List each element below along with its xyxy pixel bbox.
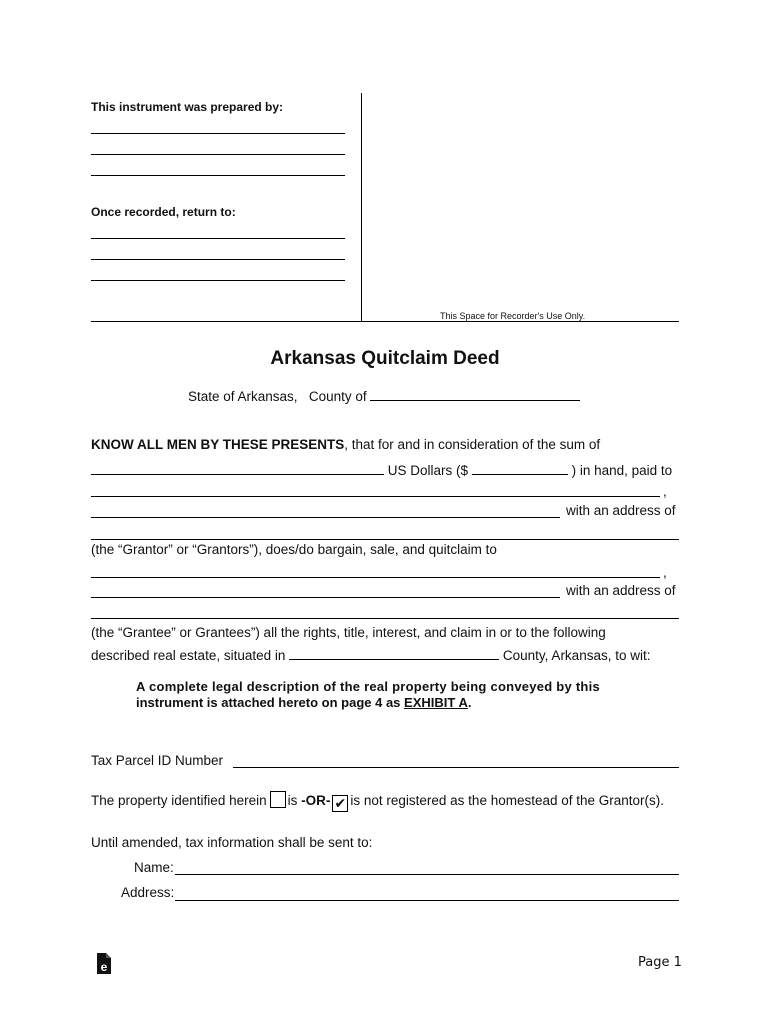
- homestead-prefix: The property identified herein: [91, 793, 267, 808]
- grantor-comma: ,: [663, 484, 667, 499]
- recorder-divider: [361, 93, 362, 322]
- described-suffix: County, Arkansas, to wit:: [502, 648, 651, 663]
- tax-name-label: Name:: [134, 860, 174, 875]
- state-label: State of Arkansas,: [188, 389, 298, 404]
- legal-description-period: .: [467, 695, 472, 710]
- is-homestead-checkbox[interactable]: [270, 791, 286, 808]
- is-not-homestead-checkbox[interactable]: [332, 795, 348, 812]
- grantor-name-line[interactable]: [91, 496, 660, 497]
- homestead-suffix: is not registered as the homestead of the Grantor(s).: [350, 793, 665, 808]
- prepared-by-line-3[interactable]: [91, 175, 345, 176]
- county-field[interactable]: [370, 387, 580, 401]
- grantee-name-line-2[interactable]: [91, 597, 560, 598]
- tax-parcel-label: Tax Parcel ID Number: [91, 753, 224, 768]
- lead-rest: , that for and in consideration of the sum of: [344, 437, 601, 452]
- grantor-with-address: with an address of: [566, 503, 676, 518]
- page-number: Page 1: [638, 955, 682, 970]
- lead-bold: KNOW ALL MEN BY THESE PRESENTS: [91, 437, 345, 452]
- homestead-is: is: [287, 793, 298, 808]
- amount-words-field[interactable]: [91, 461, 384, 475]
- prepared-by-line-1[interactable]: [91, 133, 345, 134]
- amount-line: [91, 461, 672, 478]
- return-to-line-2[interactable]: [91, 259, 345, 260]
- return-to-label: Once recorded, return to:: [91, 205, 236, 219]
- grantor-address-line[interactable]: [91, 539, 679, 540]
- grantee-name-line[interactable]: [91, 577, 660, 578]
- grantee-comma: ,: [663, 565, 667, 580]
- grantor-clause: (the “Grantor” or “Grantors”), does/do bargain, sale, and quitclaim to: [91, 542, 497, 557]
- legal-description-line-2: [136, 695, 471, 710]
- grantee-clause: (the “Grantee” or Grantees”) all the rights, title, interest, and claim in or to the following: [91, 625, 606, 640]
- tax-address-field[interactable]: [175, 900, 679, 901]
- described-prefix: described real estate, situated in: [91, 648, 286, 663]
- document-title: Arkansas Quitclaim Deed: [270, 348, 500, 369]
- tax-name-field[interactable]: [175, 874, 679, 875]
- described-line: [91, 646, 650, 663]
- consideration-lead: [91, 437, 600, 452]
- situated-county-field[interactable]: [289, 646, 499, 660]
- return-to-line-1[interactable]: [91, 238, 345, 239]
- legal-description-prefix: instrument is attached hereto on page 4 as: [136, 695, 401, 710]
- amount-number-field[interactable]: [472, 461, 568, 475]
- grantee-with-address: with an address of: [566, 583, 676, 598]
- prepared-by-line-2[interactable]: [91, 154, 345, 155]
- us-dollars-label: US Dollars ($: [387, 463, 469, 478]
- county-label: County of: [308, 389, 367, 404]
- legal-description-line-1: A complete legal description of the real property being conveyed by this: [136, 679, 600, 694]
- tax-address-label: Address:: [121, 885, 175, 900]
- prepared-by-label: This instrument was prepared by:: [91, 100, 284, 114]
- tax-info-heading: Until amended, tax information shall be sent to:: [91, 835, 373, 850]
- state-county-line: [188, 387, 580, 404]
- homestead-line: [91, 791, 664, 812]
- return-to-line-3[interactable]: [91, 280, 345, 281]
- brand-logo-icon: [94, 952, 113, 976]
- in-hand-paid-label: ) in hand, paid to: [571, 463, 673, 478]
- check-mark-icon: ✔: [334, 795, 347, 811]
- exhibit-a-link[interactable]: EXHIBIT A: [404, 695, 468, 710]
- homestead-or: -OR-: [301, 793, 331, 808]
- logo-letter: e: [100, 960, 108, 974]
- grantee-address-line[interactable]: [91, 618, 679, 619]
- tax-parcel-field[interactable]: [233, 767, 679, 768]
- recorder-note: This Space for Recorder's Use Only.: [440, 311, 586, 321]
- grantor-name-line-2[interactable]: [91, 517, 560, 518]
- header-bottom-rule: [91, 321, 679, 322]
